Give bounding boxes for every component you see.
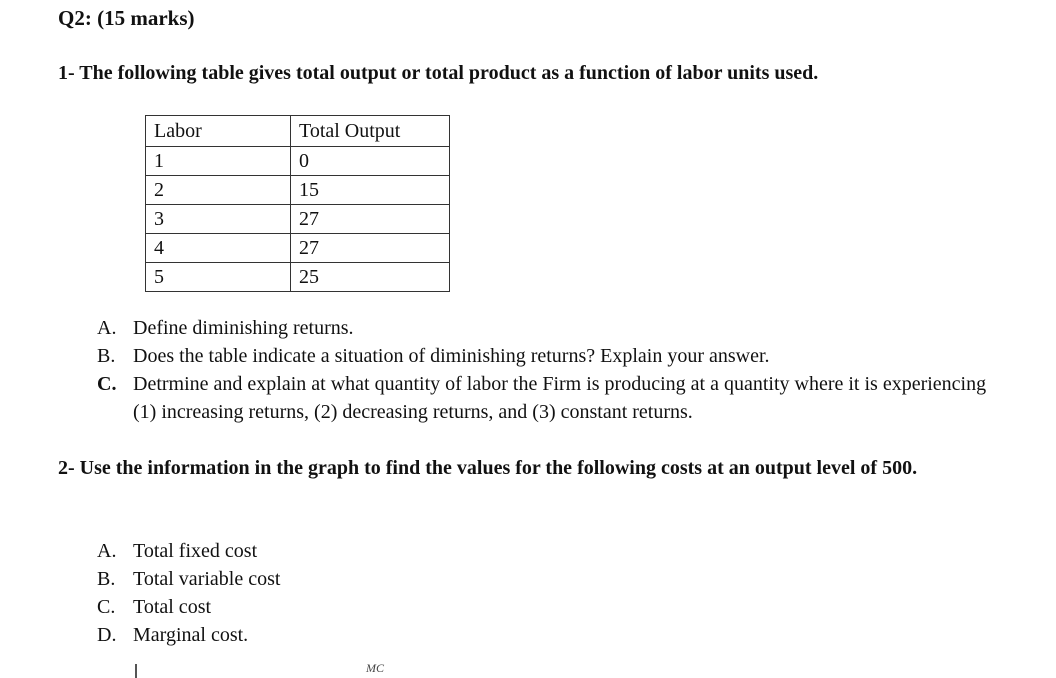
item-marker: B. [97, 345, 116, 367]
question-title: Q2: (15 marks) [58, 6, 195, 30]
column-header-total-output: Total Output [291, 116, 450, 147]
labor-cell: 3 [146, 205, 291, 234]
item-marker: C. [97, 596, 116, 618]
item-marker: B. [97, 568, 116, 590]
item-text: Marginal cost. [133, 624, 249, 646]
output-cell: 27 [291, 234, 450, 263]
graph-y-axis [135, 664, 137, 678]
list-item [97, 565, 280, 593]
table-header-row [146, 116, 450, 147]
output-cell: 27 [291, 205, 450, 234]
output-cell: 25 [291, 263, 450, 292]
item-text: Total cost [133, 596, 212, 618]
column-header-labor: Labor [146, 116, 291, 147]
question-1-subparts [97, 314, 997, 426]
list-item [97, 314, 997, 342]
list-item [97, 593, 280, 621]
labor-cell: 1 [146, 147, 291, 176]
list-item [97, 370, 997, 426]
labor-output-table [145, 115, 450, 292]
table-row [146, 263, 450, 292]
labor-cell: 4 [146, 234, 291, 263]
item-marker: C. [97, 373, 117, 395]
output-cell: 15 [291, 176, 450, 205]
table-row [146, 205, 450, 234]
labor-cell: 2 [146, 176, 291, 205]
question-2-prompt: 2- Use the information in the graph to find the values for the following costs at an output level of 500. [58, 457, 918, 479]
table-row [146, 176, 450, 205]
item-text: Does the table indicate a situation of diminishing returns? Explain your answer. [133, 345, 770, 367]
table-row [146, 234, 450, 263]
item-marker: A. [97, 540, 117, 562]
list-item [97, 342, 997, 370]
list-item [97, 621, 280, 649]
item-text: Detrmine and explain at what quantity of labor the Firm is producing at a quantity where it is experiencing (1) increasing returns, (2) decreasing returns, and (3) constant returns. [133, 373, 987, 423]
output-cell: 0 [291, 147, 450, 176]
table-row [146, 147, 450, 176]
item-text: Total fixed cost [133, 540, 258, 562]
item-marker: D. [97, 624, 117, 646]
labor-cell: 5 [146, 263, 291, 292]
graph-mc-label: MC [366, 661, 384, 675]
item-marker: A. [97, 317, 117, 339]
item-text: Total variable cost [133, 568, 281, 590]
list-item [97, 537, 280, 565]
question-2-subparts [97, 537, 280, 649]
item-text: Define diminishing returns. [133, 317, 354, 339]
question-1-prompt: 1- The following table gives total output or total product as a function of labor units used. [58, 62, 819, 84]
